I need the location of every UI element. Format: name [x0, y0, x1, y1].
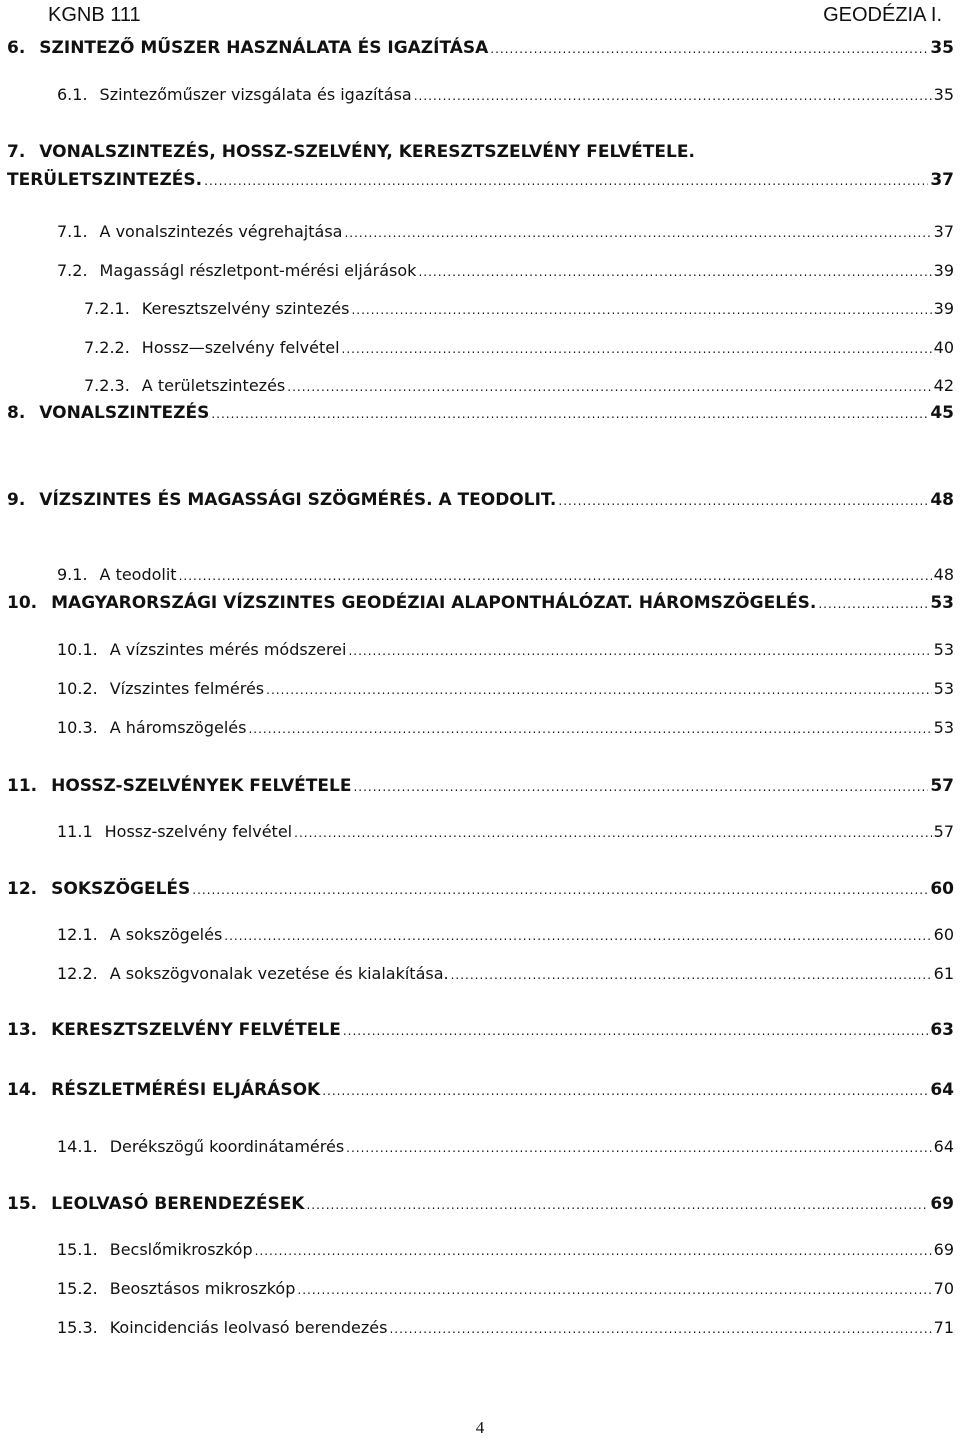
toc-entry[interactable] — [57, 964, 954, 983]
toc-leader-dots — [211, 403, 928, 423]
toc-entry-title: SOKSZÖGELÉS — [51, 879, 191, 899]
toc-entry-number: 7. — [7, 142, 26, 162]
toc-leader-dots — [451, 964, 932, 983]
toc-leader-dots — [346, 1137, 931, 1156]
toc-entry-number: 15. — [7, 1194, 38, 1214]
toc-entry-title: A vízszintes mérés módszerei — [109, 640, 347, 659]
toc-entry-title: VONALSZINTEZÉS — [39, 403, 210, 423]
toc-entry-number: 12. — [7, 879, 38, 899]
toc-entry-title: A sokszögvonalak vezetése és kialakítása. — [109, 964, 449, 983]
toc-entry-page: 35 — [933, 85, 954, 104]
toc-entry-title: Hossz—szelvény felvétel — [141, 338, 340, 357]
toc-entry[interactable] — [7, 38, 954, 58]
toc-entry-title: A területszintezés — [141, 376, 286, 395]
toc-entry-number: 7.2.1. — [84, 299, 130, 318]
toc-entry-number: 7.2.3. — [84, 376, 130, 395]
toc-entry[interactable] — [7, 879, 954, 899]
toc-entry-title: Koincidenciás leolvasó berendezés — [109, 1318, 388, 1337]
toc-entry-number: 9. — [7, 490, 26, 510]
toc-entry-title: Szintezőműszer vizsgálata és igazítása — [99, 85, 412, 104]
toc-entry-number: 13. — [7, 1020, 38, 1040]
toc-leader-dots — [490, 38, 928, 58]
toc-entry-page: 61 — [933, 964, 954, 983]
toc-entry-page: 64 — [933, 1137, 954, 1156]
toc-entry-number: 14.1. — [57, 1137, 98, 1156]
toc-entry-page: 64 — [930, 1080, 954, 1100]
toc-leader-dots — [343, 1020, 929, 1040]
toc-entry-number: 8. — [7, 403, 26, 423]
toc-entry-page: 39 — [933, 299, 954, 318]
toc-entry-page: 53 — [933, 679, 954, 698]
toc-entry[interactable] — [7, 490, 954, 510]
toc-entry-title: Vízszintes felmérés — [109, 679, 265, 698]
toc-leader-dots — [294, 822, 932, 841]
toc-entry-number: 6. — [7, 38, 26, 58]
toc-entry-title: SZINTEZŐ MŰSZER HASZNÁLATA ÉS IGAZÍTÁSA — [39, 38, 489, 58]
toc-entry-number: 11. — [7, 776, 38, 796]
toc-entry-page: 48 — [933, 565, 954, 584]
toc-leader-dots — [389, 1318, 931, 1337]
toc-entry-number: 12.1. — [57, 925, 98, 944]
toc-entry[interactable] — [7, 170, 954, 190]
toc-entry-page: 42 — [933, 376, 954, 395]
toc-entry-number: 7.2.2. — [84, 338, 130, 357]
toc-entry-title: A vonalszintezés végrehajtása — [99, 222, 343, 241]
toc-entry[interactable] — [57, 1137, 954, 1156]
toc-entry[interactable] — [57, 565, 954, 584]
toc-entry-page: 53 — [933, 718, 954, 737]
toc-entry-title: Derékszögű koordinátamérés — [109, 1137, 345, 1156]
toc-entry-page: 71 — [933, 1318, 954, 1337]
toc-entry[interactable] — [57, 679, 954, 698]
toc-entry-page: 69 — [933, 1240, 954, 1259]
toc-entry[interactable] — [57, 1279, 954, 1298]
toc-entry[interactable] — [57, 925, 954, 944]
toc-entry[interactable] — [57, 1318, 954, 1337]
toc-entry[interactable] — [7, 1020, 954, 1040]
toc-entry-title: TERÜLETSZINTEZÉS. — [7, 170, 203, 190]
toc-leader-dots — [344, 222, 931, 241]
toc-leader-dots — [418, 261, 931, 280]
toc-entry[interactable] — [7, 1080, 954, 1100]
toc-entry-title: A sokszögelés — [109, 925, 223, 944]
toc-entry-number: 9.1. — [57, 565, 88, 584]
toc-entry-page: 40 — [933, 338, 954, 357]
toc-entry-title: Hossz-szelvény felvétel — [104, 822, 293, 841]
toc-entry-page: 70 — [933, 1279, 954, 1298]
toc-entry[interactable] — [7, 142, 954, 162]
toc-entry[interactable] — [57, 1240, 954, 1259]
toc-entry[interactable] — [7, 403, 954, 423]
toc-entry-title: Beosztásos mikroszkóp — [109, 1279, 296, 1298]
toc-entry-page: 45 — [930, 403, 954, 423]
toc-entry-number: 14. — [7, 1080, 38, 1100]
toc-entry-title: A teodolit — [99, 565, 177, 584]
toc-leader-dots — [322, 1080, 928, 1100]
toc-entry-page: 39 — [933, 261, 954, 280]
toc-entry[interactable] — [57, 822, 954, 841]
toc-leader-dots — [255, 1240, 932, 1259]
toc-entry[interactable] — [7, 776, 954, 796]
toc-leader-dots — [414, 85, 932, 104]
toc-entry[interactable] — [57, 85, 954, 104]
toc-entry-number: 7.2. — [57, 261, 88, 280]
toc-entry-page: 37 — [930, 170, 954, 190]
toc-entry[interactable] — [7, 593, 954, 613]
header-course-code: KGNB 111 — [48, 4, 141, 26]
toc-entry-title: Becslőmikroszkóp — [109, 1240, 253, 1259]
toc-leader-dots — [287, 376, 931, 395]
toc-entry-title: Keresztszelvény szintezés — [141, 299, 350, 318]
toc-entry-page: 69 — [930, 1194, 954, 1214]
toc-leader-dots — [348, 640, 931, 659]
toc-entry-title: VONALSZINTEZÉS, HOSSZ-SZELVÉNY, KERESZTSZELVÉNY FELVÉTELE. — [39, 142, 695, 162]
toc-entry-page: 53 — [933, 640, 954, 659]
toc-leader-dots — [818, 593, 928, 613]
toc-leader-dots — [297, 1279, 931, 1298]
toc-leader-dots — [558, 490, 928, 510]
toc-entry-number: 10. — [7, 593, 38, 613]
toc-entry-title: A háromszögelés — [109, 718, 247, 737]
toc-entry-number: 6.1. — [57, 85, 88, 104]
toc-leader-dots — [204, 170, 928, 190]
toc-entry[interactable] — [57, 718, 954, 737]
toc-entry-number: 7.1. — [57, 222, 88, 241]
toc-entry-page: 37 — [933, 222, 954, 241]
toc-entry[interactable] — [57, 640, 954, 659]
toc-leader-dots — [179, 565, 932, 584]
toc-entry-title: Magasságl részletpont-mérési eljárások — [99, 261, 417, 280]
toc-entry-page: 57 — [930, 776, 954, 796]
toc-entry-page: 35 — [930, 38, 954, 58]
toc-entry-page: 53 — [930, 593, 954, 613]
toc-leader-dots — [306, 1194, 928, 1214]
toc-entry-title: MAGYARORSZÁGI VÍZSZINTES GEODÉZIAI ALAPONTHÁLÓZAT. HÁROMSZÖGELÉS. — [51, 593, 817, 613]
toc-entry-number: 12.2. — [57, 964, 98, 983]
toc-entry-number: 11.1 — [57, 822, 93, 841]
page-number: 4 — [475, 1418, 485, 1437]
toc-entry-title: KERESZTSZELVÉNY FELVÉTELE — [51, 1020, 341, 1040]
page-header — [48, 4, 942, 34]
toc-entry-number: 15.1. — [57, 1240, 98, 1259]
toc-entry-title: LEOLVASÓ BERENDEZÉSEK — [51, 1194, 305, 1214]
toc-entry[interactable] — [84, 299, 954, 318]
toc-entry[interactable] — [84, 376, 954, 395]
toc-leader-dots — [353, 776, 928, 796]
toc-leader-dots — [266, 679, 932, 698]
toc-entry[interactable] — [57, 261, 954, 280]
toc-leader-dots — [342, 338, 932, 357]
toc-leader-dots — [224, 925, 931, 944]
toc-entry[interactable] — [7, 1194, 954, 1214]
toc-leader-dots — [192, 879, 928, 899]
toc-entry-number: 15.2. — [57, 1279, 98, 1298]
toc-entry[interactable] — [84, 338, 954, 357]
toc-entry-title: VÍZSZINTES ÉS MAGASSÁGI SZÖGMÉRÉS. A TEODOLIT. — [39, 490, 557, 510]
toc-leader-dots — [351, 299, 931, 318]
toc-entry-number: 10.3. — [57, 718, 98, 737]
toc-entry-page: 57 — [933, 822, 954, 841]
toc-entry-page: 60 — [933, 925, 954, 944]
toc-entry-page: 63 — [930, 1020, 954, 1040]
toc-entry[interactable] — [57, 222, 954, 241]
toc-entry-title: HOSSZ-SZELVÉNYEK FELVÉTELE — [51, 776, 352, 796]
toc-entry-page: 48 — [930, 490, 954, 510]
toc-entry-page: 60 — [930, 879, 954, 899]
toc-entry-title: RÉSZLETMÉRÉSI ELJÁRÁSOK — [51, 1080, 321, 1100]
toc-entry-number: 10.2. — [57, 679, 98, 698]
toc-entry-number: 15.3. — [57, 1318, 98, 1337]
header-course-title: GEODÉZIA I. — [823, 4, 942, 26]
toc-leader-dots — [248, 718, 931, 737]
toc-entry-number: 10.1. — [57, 640, 98, 659]
